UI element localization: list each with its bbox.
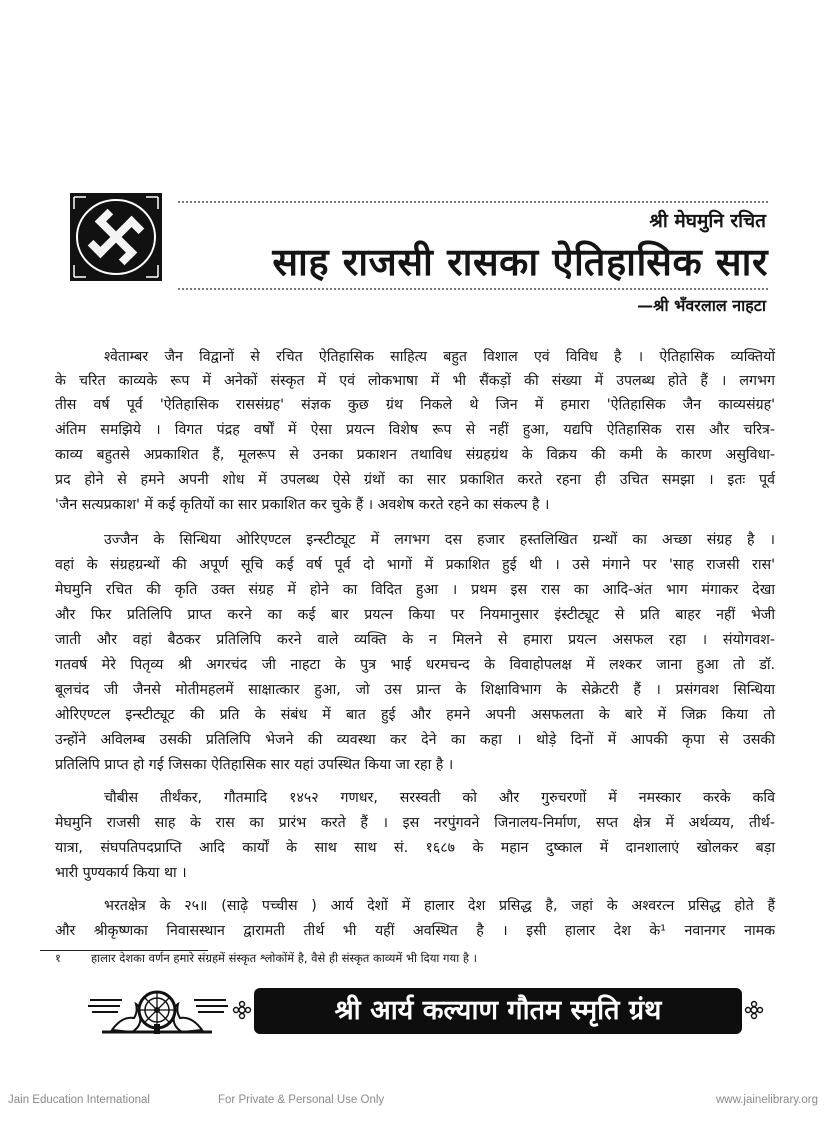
text-line: के चरित काव्यके रूप में अनेकों संस्कृत में एवं लोकभाषा में भी सैंकड़ों की संख्या में उपलब्ध होते हैं । लगभग	[55, 373, 775, 389]
text-line: गतवर्ष मेरे पितृव्य श्री अगरचंद जी नाहटा के पुत्र भाई धरमचन्द के विवाहोपलक्ष में लश्कर जाना हुआ तो डॉ.	[55, 657, 775, 673]
footnote-text: हालार देशका वर्णन हमारे संग्रहमें संस्कृत श्लोकोंमें है, वैसे ही संस्कृत काव्यमें भी दिया गया है ।	[91, 951, 477, 965]
text-line: मेघमुनि राजसी साह के रास का प्रारंभ करते हैं । इस नरपुंगवने जिनालय-निर्माण, सप्त क्षेत्र में अर्थव्यय, तीर्थ-	[55, 815, 775, 831]
flower-ornament-icon	[744, 1000, 764, 1020]
text-line: तीस वर्ष पूर्व 'ऐतिहासिक राससंग्रह' संज्ञक कुछ ग्रंथ निकले थे जिन में हमारा 'ऐतिहासिक जैन काव्यसंग्रह'	[55, 397, 775, 413]
text-line: श्वेताम्बर जैन विद्वानों से रचित ऐतिहासिक साहित्य बहुत विशाल एवं विविध है । ऐतिहासिक व्यक्तियों	[104, 349, 775, 365]
banner-title: श्री आर्य कल्याण गौतम स्मृति ग्रंथ	[254, 988, 742, 1034]
article-title: साह राजसी रासका ऐतिहासिक सार	[272, 240, 768, 284]
text-line: चौबीस तीर्थंकर, गौतमादि १४५२ गणधर, सरस्वती को और गुरुचरणों में नमस्कार करके कवि	[104, 790, 775, 806]
text-line: जाती और वहां बैठकर प्रतिलिपि करने वाले व्यक्ति के न मिलने से हमारा प्रयत्न असफल रहा । संयोगवश-	[55, 632, 775, 648]
text-line: प्रतिलिपि प्राप्त हो गई जिसका ऐतिहासिक सार यहां उपस्थित किया जा रहा है ।	[55, 757, 454, 773]
text-line: बूलचंद जी जैनसे मोतीमहलमें साक्षात्कार हुआ, जो उस प्रान्त के शिक्षाविभाग के सेक्रेटरी हैं । प्रसंगवश सिन्धिया	[55, 682, 775, 698]
text-line: ओरिएण्टल इन्स्टीट्यूट की प्रति के संबंध में बात हुई और हमने अपनी असफलता के बारे में जिक्र किया तो	[55, 707, 775, 723]
publication-banner	[82, 986, 762, 1036]
text-line: प्रद होने से हमने अपनी शोध में उपलब्ध ऐसे ग्रंथों का सार प्रकाशित करते रहना ही उचित समझा । इतः पूर्व	[55, 472, 775, 488]
text-line: और श्रीकृष्णका निवासस्थान द्वारामती तीर्थ भी यहीं अवस्थित है । इसी हालार देश के¹ नवानगर नामक	[55, 923, 775, 939]
text-line: मेघमुनि रचित की कृति उक्त संग्रह में होने का विदित हुआ । प्रथम इस रास का आदि-अंत भाग मंगाकर देखा	[55, 582, 775, 598]
text-line: भारी पुण्यकार्य किया था ।	[55, 865, 187, 881]
text-line: उज्जैन के सिन्धिया ओरिएण्टल इन्स्टीट्यूट में लगभग दस हजार हस्तलिखित ग्रन्थों का अच्छा संग्रह है ।	[104, 532, 775, 548]
text-line: अंतिम समझिये । विगत पंद्रह वर्षों में ऐसा प्रयत्न विशेष रूप से नहीं हुआ, यद्यपि ऐतिहासिक रास और चरित्र-	[55, 422, 775, 438]
footnote	[55, 950, 477, 966]
article-subtitle: श्री मेघमुनि रचित	[649, 210, 766, 232]
text-line: यात्रा, संघपतिपदप्राप्ति आदि कार्यों के साथ साथ सं. १६८७ के महान दुष्काल में दानशालाएं खोलकर बड़ा	[55, 840, 775, 856]
text-line: और फिर प्रतिलिपि प्राप्त करने का कई बार प्रयत्न किया पर नियमानुसार इंस्टीट्यूट से प्रति बाहर नहीं भेजी	[55, 607, 775, 623]
text-line: वहां के संग्रहग्रन्थों की अपूर्ण सूचि कई वर्ष पूर्व दो भागों में प्रकाशित हुई थी । उसे मंगाने पर 'साह राजसी रास'	[55, 557, 775, 573]
swastika-emblem-icon	[70, 193, 162, 281]
article-author: —श्री भँवरलाल नाहटा	[637, 296, 766, 315]
flower-ornament-icon	[232, 1000, 252, 1020]
footnote-number: १	[55, 951, 61, 965]
dharma-chakra-deer-icon	[82, 986, 232, 1036]
text-line: उन्होंने अविलम्ब उसकी प्रतिलिपि भेजने की व्यवस्था कर देने का कहा । थोड़े दिनों में आपकी कृपा से उसकी	[55, 732, 775, 748]
text-line: भरतक्षेत्र के २५॥ (साढ़े पच्चीस ) आर्य देशों में हालार देश प्रसिद्ध है, जहां के अश्वरत्न प्रसिद्ध होते हैं	[104, 898, 775, 914]
footer-usage-note: For Private & Personal Use Only	[218, 1094, 385, 1106]
text-line: 'जैन सत्यप्रकाश' में कई कृतियों का सार प्रकाशित कर चुके हैं । अवशेष करते रहने का संकल्प है ।	[55, 497, 550, 513]
footer-website-link[interactable]: www.jainelibrary.org	[715, 1094, 818, 1106]
text-line: काव्य बहुतसे अप्रकाशित हैं, मूलरूप से उनका प्रकाशन तथाविध संग्रहग्रंथ के विक्रय की कमी के कारण असुविधा-	[55, 447, 775, 463]
footer-publisher: Jain Education International	[8, 1094, 150, 1106]
